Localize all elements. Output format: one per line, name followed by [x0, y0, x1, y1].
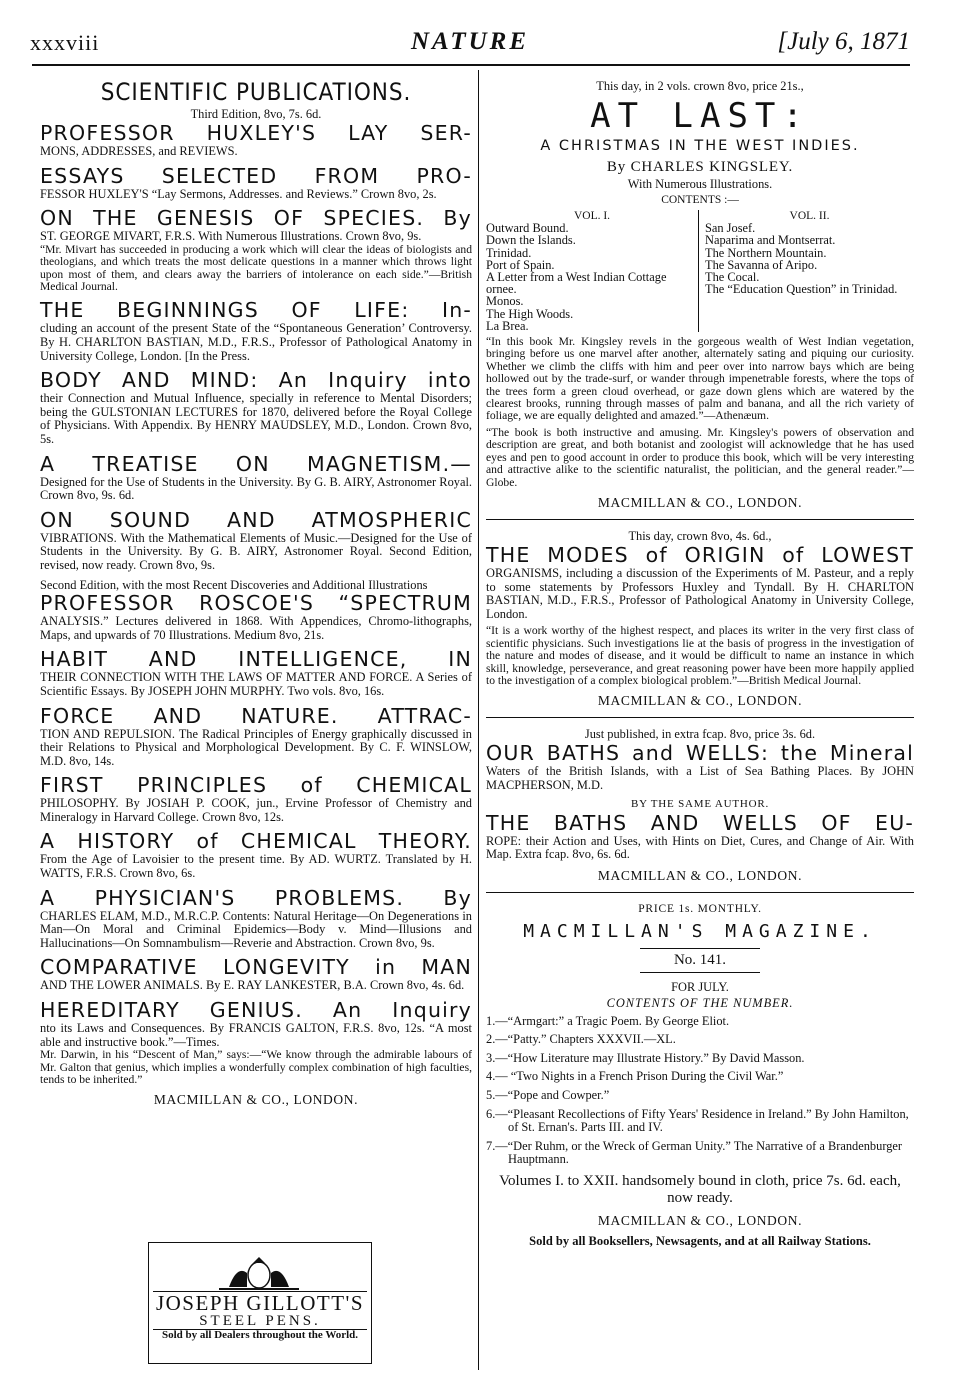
- ad-beginnings-of-life: [40, 299, 472, 363]
- ad-huxley-lay-sermons: [40, 106, 472, 159]
- ad-body: ANALYSIS.” Lectures delivered in 1868. With Appendices, Chromo-lithographs, Maps, and upwards of 70 Illustrations. Medium 8vo, 21s.: [40, 614, 472, 642]
- ad-body: THEIR CONNECTION WITH THE LAWS OF MATTER AND FORCE. A Series of Scientific Essays. By JOSEPH JOHN MURPHY. Two vols. 8vo, 16s.: [40, 670, 472, 698]
- ad-heading: HABIT AND INTELLIGENCE, IN: [40, 647, 472, 672]
- ad-essays-selected: [40, 165, 472, 202]
- list-item: 2.—“Patty.” Chapters XXXVII.—XL.: [486, 1032, 676, 1047]
- ad-body: Waters of the British Islands, with a List of Sea Bathing Places. By JOHN MACPHERSON, M.D.: [486, 764, 914, 792]
- ad-comparative-longevity: [40, 956, 472, 993]
- ad-edition-note: Second Edition, with the most Recent Discoveries and Additional Illustrations: [40, 577, 428, 592]
- ad-quote: “It is a work worthy of the highest respect, and places its writer in the very first class of scientific physicians. Such investigations lie at the basis of progress in the investigation of the nature and modes of disease, and it would be difficult to name an instance in which skill, knowledge, perseverance, and great reasoning power have been more happily applied to the investigation of a complex biological problem.”—British Medical Journal.: [486, 624, 914, 687]
- publisher-imprint: MACMILLAN & CO., LONDON.: [597, 1213, 803, 1229]
- ad-body: TION AND REPULSION. The Radical Principles of Energy graphically discussed in their Relations to Physical and Morphological Development. By C. F. WINSLOW, M.D. 8vo, 14s.: [40, 726, 472, 768]
- list-item: Naparima and Montserrat.: [705, 233, 836, 248]
- left-column: [40, 78, 472, 1112]
- ad-physicians-problems: [40, 887, 472, 951]
- ad-title: AT LAST:: [590, 96, 810, 136]
- ad-edition-note: This day, in 2 vols. crown 8vo, price 21s.,: [596, 79, 804, 93]
- ad-edition-note: Third Edition, 8vo, 7s. 6d.: [190, 107, 322, 121]
- list-item: 7.—“Der Ruhm, or the Wreck of German Unity.” The Narrative of a Brandenburger Hauptmann.: [486, 1138, 903, 1167]
- ad-hereditary-genius: [40, 999, 472, 1086]
- ad-body: CHARLES ELAM, M.D., M.R.C.P. Contents: Natural Heritage—On Degenerations in Man—On Moral and Criminal Epidemics—Body v. Mind—Illusions and Hallucinations—On Somnambulism—Reverie and Abstraction. Crown 8vo, 9s.: [40, 908, 472, 950]
- magazine-title: MACMILLAN'S MAGAZINE.: [523, 920, 877, 942]
- publisher-imprint: MACMILLAN & CO., LONDON.: [597, 494, 803, 510]
- list-item: La Brea.: [486, 318, 529, 333]
- ad-heading: PROFESSOR ROSCOE'S “SPECTRUM: [40, 591, 472, 616]
- list-item: Outward Bound.: [486, 221, 569, 236]
- ad-quote: Mr. Darwin, in his “Descent of Man,” says:—“We know through the admirable labours of Mr. Galton that genius, which implies a wonderfully complex combination of high faculties, tends to be inherited.”: [40, 1048, 472, 1087]
- list-item: Trinidad.: [486, 245, 532, 260]
- ad-body: ST. GEORGE MIVART, F.R.S. With Numerous Illustrations. Crown 8vo, 9s.: [40, 229, 422, 244]
- same-author-note: BY THE SAME AUTHOR.: [630, 797, 770, 810]
- vol2-label: VOL. II.: [789, 210, 830, 222]
- ad-spectrum-analysis: [40, 579, 472, 643]
- ad-heading: OUR BATHS and WELLS: the Mineral: [486, 741, 914, 766]
- ad-heading: A PHYSICIAN'S PROBLEMS. By: [40, 885, 472, 910]
- gillott-tagline: Sold by all Dealers throughout the World.: [161, 1329, 359, 1341]
- vol1-label: VOL. I.: [573, 210, 611, 222]
- issue-date: [July 6, 1871: [777, 28, 910, 55]
- ad-heading: THE BEGINNINGS OF LIFE: In-: [40, 298, 472, 323]
- ad-quote: “Mr. Mivart has succeeded in producing a work which will clear the ideas of biologists and theologians, and which treats the most delicate questions in a manner which throws light upon most of them, and clears away the barriers of intolerance on each side.”—British Medical Journal.: [40, 242, 472, 293]
- gillott-product: STEEL PENS.: [199, 1313, 321, 1329]
- contents-vol1: [486, 210, 698, 332]
- publisher-imprint: MACMILLAN & CO., LONDON.: [597, 867, 803, 883]
- list-item: 3.—“How Literature may Illustrate History.” By David Masson.: [486, 1050, 805, 1065]
- ad-heading: PROFESSOR HUXLEY'S LAY SER-: [40, 121, 472, 145]
- list-item: 1.—“Armgart:” a Tragic Poem. By George Eliot.: [486, 1013, 730, 1028]
- ad-habit-intelligence: [40, 648, 472, 698]
- column-divider: [478, 70, 479, 1370]
- list-item: The Cocal.: [705, 270, 760, 285]
- ad-chemical-philosophy: [40, 774, 472, 824]
- list-item: 5.—“Pope and Cowper.”: [486, 1088, 610, 1103]
- magazine-contents-label: CONTENTS OF THE NUMBER.: [606, 995, 794, 1010]
- list-item: 4.— “Two Nights in a French Prison During the Civil War.”: [486, 1069, 784, 1084]
- ad-body: ORGANISMS, including a discussion of the Experiments of M. Pasteur, and a reply to some statements by Professors Huxley and Tyndall. By H. CHARLTON BASTIAN, M.D., F.R.S., Professor of Pathological Anatomy in University College, London.: [486, 565, 914, 621]
- section-rule: [486, 519, 914, 520]
- ad-body: VIBRATIONS. With the Mathematical Elements of Music.—Designed for the Use of Students in the University. By G. B. AIRY, Astronomer Royal. Second Edition, revised, now ready. Crown 8vo, 9s.: [40, 530, 472, 572]
- ad-body-and-mind: [40, 369, 472, 446]
- ad-subtitle: A CHRISTMAS IN THE WEST INDIES.: [540, 138, 860, 154]
- ad-sound: [40, 509, 472, 573]
- page-header: [30, 26, 910, 56]
- list-item: Monos.: [486, 294, 524, 309]
- list-item: Port of Spain.: [486, 257, 555, 272]
- ad-heading: HEREDITARY GENIUS. An Inquiry: [40, 998, 472, 1023]
- sold-by-note: Sold by all Booksellers, Newsagents, and at all Railway Stations.: [529, 1234, 871, 1249]
- gillott-name: JOSEPH GILLOTT'S: [155, 1291, 365, 1315]
- list-item: The Northern Mountain.: [705, 245, 827, 260]
- ad-force-and-nature: [40, 705, 472, 769]
- contents-label: CONTENTS :—: [661, 194, 739, 206]
- ad-body: nto its Laws and Consequences. By FRANCIS GALTON, F.R.S. 8vo, 12s. “A most able and instructive book.”—Times.: [40, 1021, 472, 1049]
- ad-heading: COMPARATIVE LONGEVITY in MAN: [40, 955, 472, 980]
- ad-at-last: [486, 78, 914, 511]
- ad-heading: ESSAYS SELECTED FROM PRO-: [40, 163, 472, 188]
- journal-title: NATURE: [410, 28, 530, 55]
- ad-heading: A HISTORY of CHEMICAL THEORY.: [40, 829, 472, 854]
- section-title: SCIENTIFIC PUBLICATIONS.: [100, 78, 412, 106]
- list-item: The Savanna of Aripo.: [705, 257, 818, 272]
- magazine-price: PRICE 1s. MONTHLY.: [638, 902, 762, 915]
- ad-quote: “The book is both instructive and amusing. Mr. Kingsley's powers of observation and description are great, and both botanist and zoologist will acknowledge that he has used eyes and pen to good account in order to produce this book, which will be very interesting and attractive alike to the scientific naturalist, the politician, and the general reader.”—Globe.: [486, 425, 914, 489]
- ad-heading: FIRST PRINCIPLES of CHEMICAL: [40, 773, 472, 798]
- ad-heading: BODY AND MIND: An Inquiry into: [40, 368, 472, 393]
- ad-edition-note: Just published, in extra fcap. 8vo, price 3s. 6d.: [584, 727, 816, 742]
- ad-body: ROPE: their Action and Uses, with Hints on Diet, Cures, and Change of Air. With Map. Extra fcap. 8vo, 6s. 6d.: [486, 833, 914, 862]
- ad-body: From the Age of Lavoisier to the present time. By AD. WURTZ. Translated by H. WATTS, F.R.S. Crown 8vo, 6s.: [40, 852, 472, 881]
- ad-body: AND THE LOWER ANIMALS. By E. RAY LANKESTER, B.A. Crown 8vo, 4s. 6d.: [40, 978, 465, 993]
- list-item: The High Woods.: [486, 306, 574, 321]
- ad-illustrations: With Numerous Illustrations.: [627, 177, 773, 191]
- ad-modes-of-origin: [486, 528, 914, 709]
- ad-body: their Connection and Mutual Influence, specially in reference to Mental Disorders; being the GULSTONIAN LECTURES for 1870, delivered before the Royal College of Physicians. With Appendix. By HENRY MAUDSLEY, M.D., London. Crown 8vo, 5s.: [40, 391, 472, 446]
- publisher-imprint: MACMILLAN & CO., LONDON.: [597, 693, 803, 709]
- ad-edition-note: This day, crown 8vo, 4s. 6d.,: [628, 528, 772, 543]
- ad-baths-and-wells: [486, 726, 914, 883]
- ad-heading: ON SOUND AND ATMOSPHERIC: [40, 507, 472, 532]
- list-item: 6.—“Pleasant Recollections of Fifty Years' Residence in Ireland.” By John Hamilton, of St. Ernan's. Parts III. and IV.: [486, 1106, 909, 1135]
- ad-body: PHILOSOPHY. By JOSIAH P. COOK, jun., Ervine Professor of Chemistry and Mineralogy in Harvard College. Crown 8vo, 12s.: [40, 796, 472, 824]
- ad-magnetism: [40, 453, 472, 503]
- ad-heading: ON THE GENESIS OF SPECIES. By: [40, 206, 472, 231]
- contents-vol2: [698, 210, 914, 332]
- right-column: [486, 78, 914, 1255]
- list-item: The “Education Question” in Trinidad.: [705, 282, 898, 297]
- list-item: Down the Islands.: [486, 233, 576, 248]
- magazine-number: No. 141.: [640, 948, 760, 973]
- ad-body: MONS, ADDRESSES, and REVIEWS.: [40, 144, 238, 158]
- section-rule: [486, 892, 914, 893]
- publisher-imprint: MACMILLAN & CO., LONDON.: [153, 1092, 359, 1108]
- ad-genesis-of-species: [40, 207, 472, 293]
- royal-arms-emblem: [209, 1253, 309, 1291]
- ad-heading: FORCE AND NATURE. ATTRAC-: [40, 703, 472, 728]
- gillott-advertisement: [148, 1242, 372, 1364]
- ad-chemical-theory: [40, 830, 472, 880]
- ad-body: cluding an account of the present State of the “Spontaneous Generation’ Controversy. By H. CHARLTON BASTIAN, M.D., F.R.S., Professor of Pathological Anatomy in University College, London. [In the Press.: [40, 321, 472, 363]
- magazine-month: FOR JULY.: [671, 979, 729, 994]
- header-rule: [32, 64, 910, 66]
- list-item: A Letter from a West Indian Cottage ornee.: [486, 270, 667, 297]
- ad-author: By CHARLES KINGSLEY.: [606, 159, 794, 175]
- ad-body: Designed for the Use of Students in the University. By G. B. AIRY, Astronomer Royal. Crown 8vo, 9s. 6d.: [40, 474, 472, 503]
- ad-heading: THE MODES of ORIGIN of LOWEST: [486, 542, 914, 567]
- ad-heading: A TREATISE ON MAGNETISM.—: [40, 451, 472, 476]
- section-rule: [486, 717, 914, 718]
- page-number: xxxviii: [30, 30, 100, 55]
- ad-quote: “In this book Mr. Kingsley revels in the gorgeous wealth of West Indian vegetation, bringing before us one marvel after another, alternately sating and piquing our curiosity. Whether we climb the cliffs with him and peer over into narrow bays which are being hollowed out by the trade-surf, or wander through impenetrable forests, where the tops of the trees form a green cloud overhead, or gaze down glens which are watered by the clearest brooks, running through masses of palm and banana, and all the rich variety of foliage, we are equally delighted and amazed.”—Athenæum.: [486, 335, 914, 423]
- list-item: San Josef.: [705, 221, 756, 236]
- ad-heading: THE BATHS AND WELLS OF EU-: [486, 810, 914, 835]
- ad-body: FESSOR HUXLEY'S “Lay Sermons, Addresses. and Reviews.” Crown 8vo, 2s.: [40, 186, 437, 201]
- volumes-note: Volumes I. to XXII. handsomely bound in cloth, price 7s. 6d. each, now ready.: [499, 1173, 901, 1207]
- ad-macmillans-magazine: [486, 901, 914, 1249]
- contents-table: [486, 210, 914, 332]
